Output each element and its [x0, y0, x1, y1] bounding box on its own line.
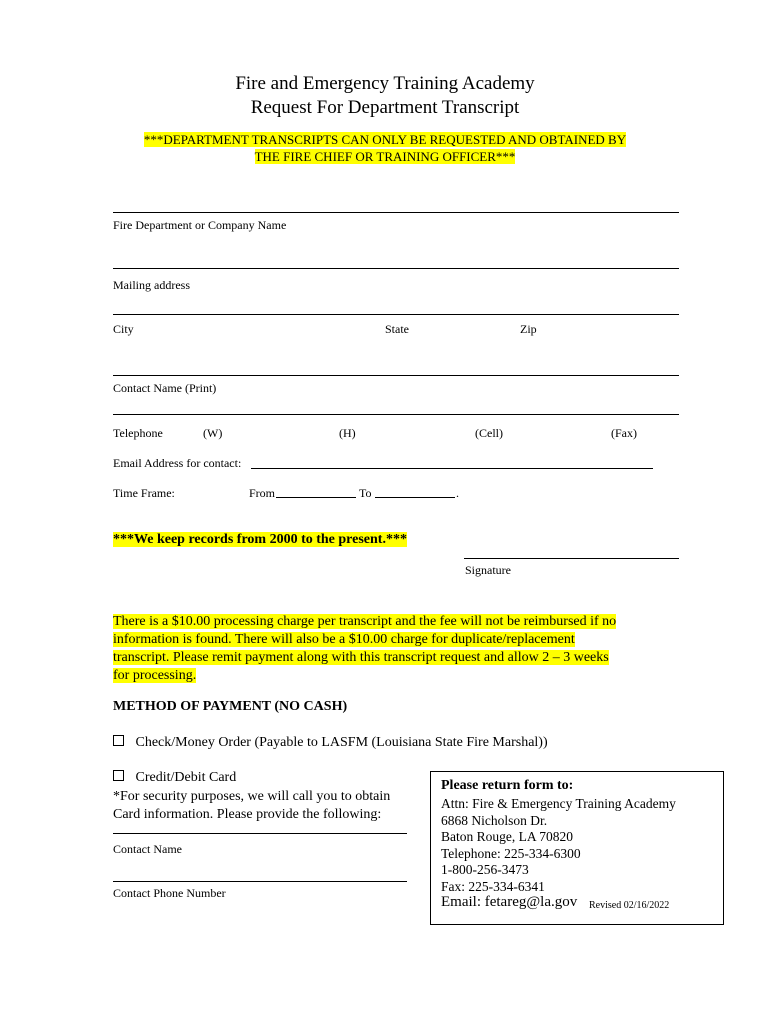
telephone-label: Telephone [113, 426, 163, 440]
card-contact-phone-label: Contact Phone Number [113, 886, 226, 900]
return-telephone: Telephone: 225-334-6300 [441, 845, 581, 861]
warning-text-2: THE FIRE CHIEF OR TRAINING OFFICER*** [254, 149, 516, 164]
return-email: Email: fetareg@la.gov [441, 894, 578, 910]
mailing-label: Mailing address [113, 278, 190, 292]
signature-line[interactable] [464, 558, 679, 559]
fee-line-4: for processing. [113, 668, 197, 683]
fee-line-2: information is found. There will also be a $10.00 charge for duplicate/replacement [113, 632, 575, 647]
to-label: To [359, 486, 372, 500]
return-street: 6868 Nicholson Dr. [441, 812, 548, 828]
check-option[interactable] [113, 735, 548, 751]
to-field[interactable] [375, 486, 455, 498]
form-subtitle: Request For Department Transcript [250, 97, 520, 118]
city-state-zip-line[interactable] [113, 314, 679, 315]
check-option-label: Check/Money Order (Payable to LASFM (Louisiana State Fire Marshal)) [135, 735, 548, 750]
card-contact-name-label: Contact Name [113, 842, 182, 856]
return-tollfree: 1-800-256-3473 [441, 862, 529, 877]
payment-heading: METHOD OF PAYMENT (NO CASH) [113, 699, 348, 714]
return-address [441, 796, 676, 895]
telephone-cell-label: (Cell) [475, 426, 503, 440]
return-fax: Fax: 225-334-6341 [441, 878, 545, 894]
security-line-1: *For security purposes, we will call you to obtain [113, 789, 391, 804]
fee-line-3: transcript. Please remit payment along with this transcript request and allow 2 – 3 weeks [113, 650, 609, 665]
check-checkbox[interactable] [113, 735, 124, 746]
telephone-work-label: (W) [203, 426, 223, 440]
from-field[interactable] [276, 486, 356, 498]
fee-notice [113, 613, 663, 685]
city-label: City [113, 322, 134, 336]
card-option[interactable] [113, 770, 236, 786]
security-note [113, 788, 390, 824]
records-note-text: ***We keep records from 2000 to the present.*** [113, 532, 407, 547]
zip-label: Zip [520, 322, 537, 336]
return-attn: Attn: Fire & Emergency Training Academy [441, 796, 676, 811]
state-label: State [385, 322, 409, 336]
form-title: Fire and Emergency Training Academy [235, 73, 535, 94]
contact-name-label: Contact Name (Print) [113, 381, 217, 395]
warning-text-1: ***DEPARTMENT TRANSCRIPTS CAN ONLY BE REQUESTED AND OBTAINED BY [143, 132, 627, 147]
department-label: Fire Department or Company Name [113, 218, 287, 232]
email-label: Email Address for contact: [113, 456, 242, 470]
card-contact-phone-line[interactable] [113, 881, 407, 882]
telephone-line[interactable] [113, 414, 679, 415]
return-address-box [430, 771, 724, 925]
fee-line-1: There is a $10.00 processing charge per transcript and the fee will not be reimbursed if no [113, 614, 617, 629]
card-contact-name-line[interactable] [113, 833, 407, 834]
mailing-line[interactable] [113, 268, 679, 269]
contact-name-line[interactable] [113, 375, 679, 376]
security-line-2: Card information. Please provide the following: [113, 807, 382, 822]
warning-line-1 [0, 131, 770, 148]
revised-date: Revised 02/16/2022 [589, 900, 670, 911]
from-label: From [249, 486, 276, 500]
department-line[interactable] [113, 212, 679, 213]
return-city: Baton Rouge, LA 70820 [441, 829, 573, 844]
return-heading: Please return form to: [441, 778, 574, 793]
signature-label: Signature [465, 563, 511, 577]
time-frame-label: Time Frame: [113, 486, 175, 500]
telephone-fax-label: (Fax) [611, 426, 637, 440]
card-option-label: Credit/Debit Card [135, 770, 237, 785]
to-period: . [456, 486, 459, 500]
email-field[interactable] [251, 456, 653, 469]
records-note [113, 531, 407, 548]
telephone-home-label: (H) [339, 426, 356, 440]
card-checkbox[interactable] [113, 770, 124, 781]
warning-line-2 [0, 148, 770, 165]
